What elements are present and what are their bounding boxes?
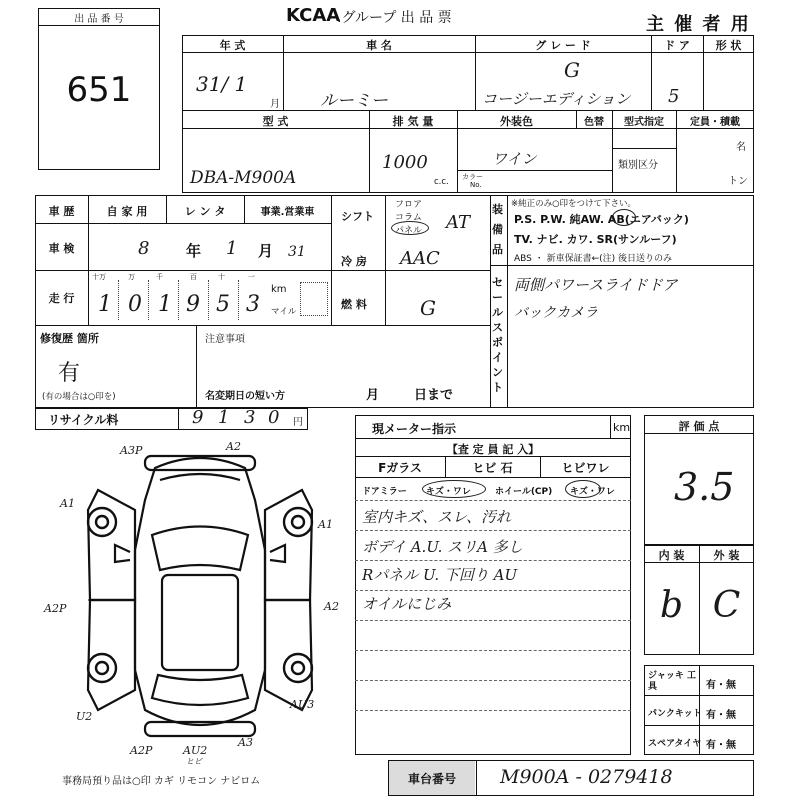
repair-history-value: 有: [58, 361, 81, 386]
name-change-label: 名変期日の短い方: [205, 391, 285, 402]
mileage-digit-1: 1: [98, 292, 112, 317]
ac-label: 冷 房: [341, 255, 367, 268]
rental-option: レ ン タ: [184, 205, 226, 218]
tool-jack-value: 有・無: [706, 680, 736, 691]
sales-point-1: 両側パワースライドドア: [514, 276, 678, 294]
shift-value: AT: [446, 212, 471, 233]
history-label: 車 歴: [48, 205, 75, 218]
wheel-label: ホイール(CP): [495, 487, 553, 497]
shift-option-column: コラム: [395, 213, 422, 223]
digit-label-10k: 万: [128, 273, 135, 281]
crack-label: ヒビワレ: [561, 461, 610, 475]
shift-option-panel: パネル: [395, 226, 423, 236]
mileage-digit-2: 0: [128, 292, 142, 317]
shift-label: シフト: [341, 210, 374, 223]
color-value: ワイン: [492, 150, 537, 168]
caution-label: 注意事項: [205, 334, 245, 345]
meter-label: 現メーター指示: [372, 422, 457, 436]
color-change-header: 色替: [584, 117, 604, 128]
digit-label-1: 一: [248, 273, 255, 281]
damage-mark-a2p-left: A2P: [44, 602, 67, 615]
tool-puncture-kit-value: 有・無: [706, 710, 736, 721]
recycle-digit-3: 3: [244, 407, 256, 428]
km-unit: km: [271, 284, 287, 295]
grade-header: グ レ ー ド: [535, 39, 591, 52]
mileage-digit-5: 5: [216, 292, 230, 317]
displacement-header: 排 気 量: [392, 115, 434, 128]
ac-value: AAC: [400, 248, 440, 269]
year-header: 年 式: [219, 39, 246, 52]
damage-mark-au3: AU3: [290, 698, 315, 711]
capacity-unit-tons: トン: [728, 176, 748, 187]
shift-option-floor: フロア: [395, 200, 423, 210]
model-value: DBA-M900A: [190, 168, 297, 188]
mirror-label: ドアミラー: [362, 487, 407, 497]
digit-label-100k: 十万: [92, 273, 106, 281]
class-header: 類別区分: [618, 160, 658, 171]
inspection-label: 車 検: [48, 242, 75, 255]
displacement-value: 1000: [382, 152, 428, 173]
inspector-note-4: オイルにじみ: [362, 595, 452, 613]
equipment-line-3: ABS ・ 新車保証書←(注) 後日送りのみ: [514, 254, 673, 264]
score-value: 3.5: [674, 465, 735, 509]
door-header: ド ア: [664, 39, 690, 52]
name-value: ルーミー: [320, 91, 388, 111]
door-value: 5: [668, 86, 680, 107]
mileage-digit-3: 1: [158, 292, 172, 317]
exterior-label: 外 装: [713, 549, 740, 562]
inspection-year-unit: 年: [186, 242, 202, 260]
repair-history-label: 修復歴 箇所: [40, 332, 99, 345]
capacity-header: 定員・積載: [690, 117, 740, 128]
repair-history-note: (有の場合は○印を): [42, 392, 116, 402]
inspector-title: 【査 定 員 記 入】: [446, 443, 540, 456]
capacity-unit-persons: 名: [736, 142, 746, 153]
color-no-label-1: カラー: [462, 173, 483, 181]
score-label: 評 価 点: [678, 420, 720, 433]
wheel-value: キズ・ワレ: [570, 487, 615, 497]
day-label: 日まで: [414, 388, 454, 403]
lot-number-label: 出 品 番 号: [74, 14, 124, 25]
sales-point-2: バックカメラ: [514, 305, 598, 321]
private-use-option: 自 家 用: [106, 205, 148, 218]
damage-mark-a1-right: A1: [318, 518, 333, 531]
year-value: 31/ 1: [196, 72, 248, 96]
inspection-year-value: 8: [138, 238, 150, 259]
displacement-unit: c.c.: [434, 177, 449, 187]
tool-spare-tire-label: スペアタイヤ: [648, 739, 702, 749]
damage-mark-a1-left: A1: [60, 497, 75, 510]
exterior-value: C: [712, 585, 741, 626]
wheel-circle: [565, 480, 601, 498]
recycle-unit: 円: [293, 417, 303, 428]
sales-point-label: セールスポイント: [492, 276, 503, 394]
recycle-digit-1: 9: [192, 407, 204, 428]
shift-circle: [391, 221, 429, 235]
digit-label-100: 百: [190, 273, 197, 281]
damage-mark-a2-right: A2: [324, 600, 339, 613]
inspector-note-1: 室内キズ、スレ、汚れ: [362, 508, 511, 526]
inspection-month-unit: 月: [258, 242, 274, 260]
meter-unit: km: [613, 421, 631, 434]
damage-mark-a3: A3: [238, 736, 253, 749]
mirror-circle: [422, 480, 486, 498]
organizer-label: 主 催 者 用: [646, 14, 751, 35]
inspection-month-value: 1: [226, 238, 238, 259]
business-option: 事業.営業車: [260, 207, 315, 218]
recycle-digit-2: 1: [218, 407, 230, 428]
equipment-line-1: P.S. P.W. 純AW. AB(エアバック): [514, 213, 689, 226]
grade-value-2: コージーエディション: [482, 90, 631, 108]
custody-items-footer: 事務局預り品は○印 カギ リモコン ナビロム: [62, 776, 261, 787]
color-header: 外装色: [500, 115, 533, 128]
windshield-label: Fガラス: [378, 461, 422, 475]
inspector-note-2: ボデイ A.U. スリA 多し: [362, 538, 523, 556]
tool-puncture-kit-label: パンクキット: [648, 709, 702, 719]
mileage-digit-4: 9: [186, 292, 200, 317]
damage-mark-au2: AU2: [183, 744, 208, 757]
digit-label-1k: 千: [156, 273, 163, 281]
interior-label: 内 装: [658, 549, 685, 562]
interior-value: b: [659, 585, 684, 626]
digit-label-10: 十: [218, 273, 225, 281]
grade-value-1: G: [564, 58, 580, 82]
equipment-label: 装 備 品: [492, 203, 503, 256]
inspection-day-value: 31: [288, 244, 306, 260]
fuel-value: G: [420, 296, 436, 320]
color-no-label-2: No.: [470, 181, 482, 189]
mileage-flag-box: [300, 282, 328, 316]
mirror-value: キズ・ワレ: [426, 487, 471, 497]
brand-logo: KCAA: [286, 5, 341, 26]
tool-jack-label: ジャッキ 工 具: [648, 671, 696, 692]
recycle-digit-4: 0: [268, 407, 280, 428]
fuel-label: 燃 料: [341, 298, 367, 311]
windshield-value: ヒビ 石: [472, 461, 513, 475]
damage-mark-u2: U2: [76, 710, 93, 723]
form-title: .グループ 出 品 票: [337, 10, 452, 26]
lot-number-value: 651: [66, 70, 132, 110]
chassis-number-label: 車台番号: [407, 772, 456, 786]
model-header: 型 式: [262, 115, 289, 128]
shape-header: 形 状: [715, 39, 742, 52]
car-damage-diagram: [60, 440, 340, 760]
damage-mark-crack-note: ヒビ: [186, 757, 202, 766]
mile-unit: マイル: [271, 307, 297, 317]
tool-spare-tire-value: 有・無: [706, 740, 736, 751]
damage-mark-a2p-rear: A2P: [130, 744, 153, 757]
equipment-note: ※純正のみ○印をつけて下さい。: [511, 199, 637, 209]
equipment-line-2: TV. ナビ. カワ. SR(サンルーフ): [514, 233, 677, 246]
inspector-note-3: Rパネル U. 下回り AU: [362, 566, 518, 584]
recycle-label: リサイクル料: [48, 413, 119, 427]
model-designation-header: 型式指定: [624, 117, 664, 128]
mileage-digit-6: 3: [246, 292, 260, 317]
month-label: 月: [366, 388, 380, 403]
equipment-circle-ab: [612, 209, 636, 226]
year-unit: 月: [270, 99, 280, 110]
name-header: 車 名: [366, 39, 392, 52]
chassis-number-value: M900A - 0279418: [500, 766, 673, 788]
damage-mark-a3p: A3P: [120, 444, 143, 457]
damage-mark-a2-front: A2: [226, 440, 241, 453]
mileage-label: 走 行: [48, 292, 75, 305]
